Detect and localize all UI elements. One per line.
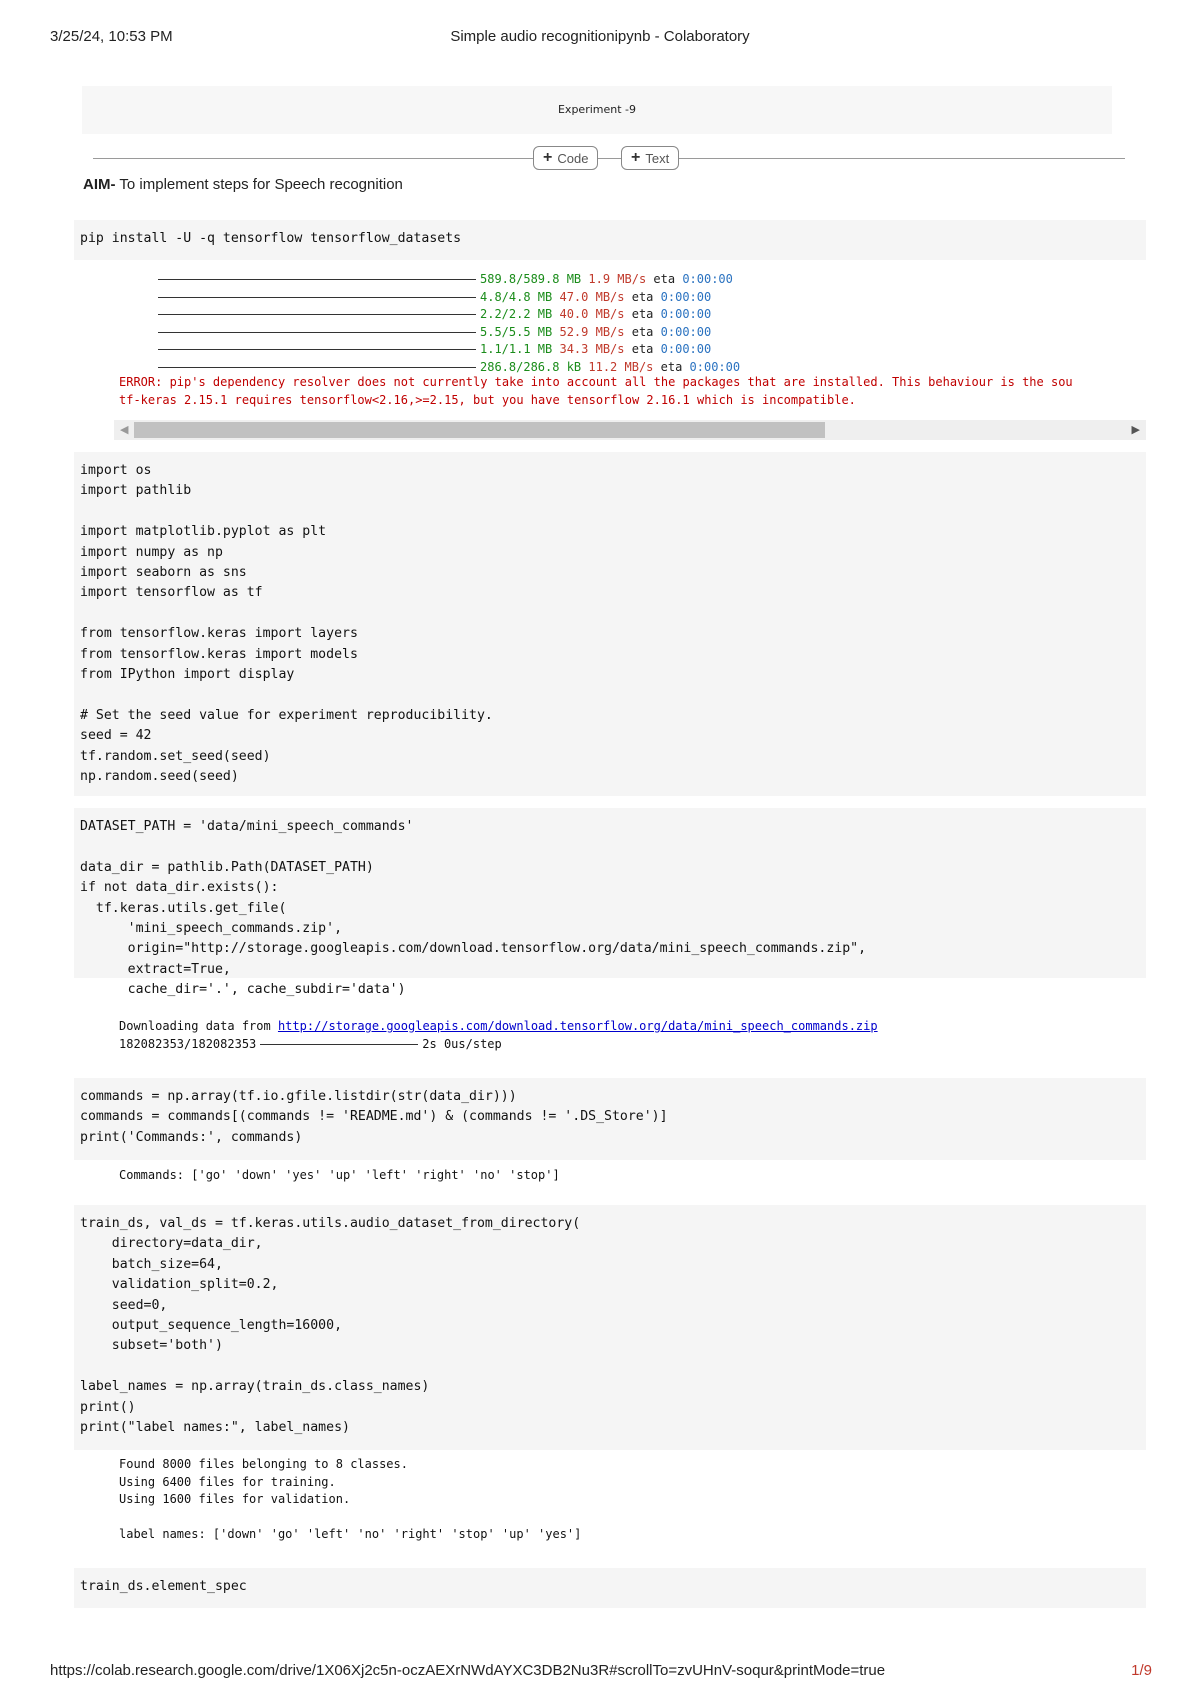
progress-eta: 0:00:00 xyxy=(682,272,733,286)
progress-size: 1.1/1.1 MB xyxy=(480,342,560,357)
code-editor[interactable]: DATASET_PATH = 'data/mini_speech_commands' data_dir = pathlib.Path(DATASET_PATH) if not data_dir.exists(): tf.keras.utils.get_file( 'mini_speech_commands.zip', origin="http://storage.googleapis.com/download.tensorflow.org/data/mini_speech_commands.zip", extract=True, cache_dir='.', cache_subdir='data') xyxy=(80,819,867,998)
pip-progress-line xyxy=(158,360,740,374)
progress-eta-label: eta xyxy=(631,289,661,304)
output-horizontal-scrollbar[interactable] xyxy=(114,420,1146,440)
progress-size: 4.8/4.8 MB xyxy=(480,289,560,304)
progress-speed: 1.9 MB/s xyxy=(588,272,654,286)
add-code-label: Code xyxy=(557,150,589,166)
add-cell-bar xyxy=(93,146,1125,172)
experiment-title: Experiment -9 xyxy=(557,103,637,116)
progress-eta: 0:00:00 xyxy=(660,342,712,357)
aim-text xyxy=(83,176,403,193)
scroll-left-icon[interactable]: ◀ xyxy=(120,424,129,436)
progress-bar xyxy=(158,279,476,280)
print-datetime: 3/25/24, 10:53 PM xyxy=(50,28,173,45)
progress-bar xyxy=(158,297,476,298)
progress-eta: 0:00:00 xyxy=(660,289,712,304)
print-title: Simple audio recognitionipynb - Colaboratory xyxy=(450,28,750,45)
progress-size: 5.5/5.5 MB xyxy=(480,324,560,339)
progress-speed: 52.9 MB/s xyxy=(559,324,632,339)
train-output: Found 8000 files belonging to 8 classes. Using 6400 files for training. Using 1600 files for validation. label names: ['down' 'go' 'left' 'no' 'right' 'stop' 'up' 'yes'] xyxy=(119,1457,582,1541)
progress-eta-label: eta xyxy=(631,342,661,357)
download-bytes: 182082353/182082353 xyxy=(119,1036,257,1051)
progress-bar xyxy=(158,367,476,368)
experiment-title-cell[interactable] xyxy=(82,86,1112,134)
code-editor[interactable]: import os import pathlib import matplotlib.pyplot as plt import numpy as np import seaborn as sns import tensorflow as tf from tensorflow.keras import layers from tensorflow.keras import models from IPython import display # Set the seed value for experiment reproducibility. seed = 42 tf.random.set_seed(seed) np.random.seed(seed) xyxy=(80,463,493,785)
code-cell-dataset[interactable] xyxy=(74,808,1146,998)
scroll-right-icon[interactable]: ▶ xyxy=(1131,424,1140,436)
code-cell-commands[interactable] xyxy=(74,1078,1146,1160)
progress-eta: 0:00:00 xyxy=(660,324,712,339)
progress-speed: 11.2 MB/s xyxy=(588,360,661,374)
download-output xyxy=(119,1018,878,1053)
code-editor[interactable]: train_ds, val_ds = tf.keras.utils.audio_dataset_from_directory( directory=data_dir, batch_size=64, validation_split=0.2, seed=0, output_sequence_length=16000, subset='both') label_names = np.array(train_ds.class_names) print() print("label names:", label_names) xyxy=(80,1216,581,1436)
pip-error-line-1: ERROR: pip's dependency resolver does not currently take into account all the packages that are installed. This behaviour is the sou xyxy=(119,375,1073,389)
progress-size: 589.8/589.8 MB xyxy=(480,272,589,286)
progress-bar xyxy=(158,314,476,315)
code-cell-train[interactable] xyxy=(74,1205,1146,1450)
code-cell-pip[interactable] xyxy=(74,220,1146,260)
download-prefix: Downloading data from xyxy=(119,1019,278,1033)
page-number: 1/9 xyxy=(1131,1662,1152,1679)
add-text-label: Text xyxy=(645,150,670,166)
code-editor[interactable]: train_ds.element_spec xyxy=(80,1579,247,1594)
download-link[interactable]: http://storage.googleapis.com/download.tensorflow.org/data/mini_speech_commands.zip xyxy=(277,1019,878,1033)
pip-progress-line xyxy=(158,307,711,321)
plus-icon: + xyxy=(631,149,641,166)
progress-eta-label: eta xyxy=(653,272,683,286)
progress-eta: 0:00:00 xyxy=(689,360,741,374)
pip-error-line-2: tf-keras 2.15.1 requires tensorflow<2.16,>=2.15, but you have tensorflow 2.16.1 which is incompatible. xyxy=(119,393,856,407)
progress-speed: 47.0 MB/s xyxy=(559,289,632,304)
code-cell-imports[interactable] xyxy=(74,452,1146,796)
progress-eta-label: eta xyxy=(631,324,661,339)
code-editor[interactable]: pip install -U -q tensorflow tensorflow_datasets xyxy=(80,231,462,246)
aim-description: To implement steps for Speech recognition xyxy=(115,176,403,193)
add-code-button[interactable] xyxy=(533,146,598,170)
code-editor[interactable]: commands = np.array(tf.io.gfile.listdir(str(data_dir))) commands = commands[(commands != 'README.md') & (commands != '.DS_Store')] print('Commands:', commands) xyxy=(80,1089,668,1145)
download-timing: 2s 0us/step xyxy=(422,1036,502,1051)
pip-progress-line xyxy=(158,325,711,339)
progress-eta-label: eta xyxy=(631,307,661,322)
aim-label: AIM- xyxy=(83,176,116,193)
progress-eta: 0:00:00 xyxy=(660,307,712,322)
progress-bar xyxy=(158,349,476,350)
code-cell-element-spec[interactable] xyxy=(74,1568,1146,1608)
progress-speed: 34.3 MB/s xyxy=(559,342,632,357)
progress-eta-label: eta xyxy=(660,360,690,374)
pip-progress-line xyxy=(158,272,733,286)
page-url: https://colab.research.google.com/drive/1X06Xj2c5n-oczAEXrNWdAYXC3DB2Nu3R#scrollTo=zvUHnV-soqur&printMode=true xyxy=(50,1662,886,1679)
pip-progress-line xyxy=(158,342,711,356)
commands-output: Commands: ['go' 'down' 'yes' 'up' 'left' 'right' 'no' 'stop'] xyxy=(119,1168,560,1182)
plus-icon: + xyxy=(543,149,553,166)
download-progress-bar xyxy=(260,1044,418,1045)
progress-size: 286.8/286.8 kB xyxy=(480,360,589,374)
progress-speed: 40.0 MB/s xyxy=(559,307,632,322)
progress-bar xyxy=(158,332,476,333)
progress-size: 2.2/2.2 MB xyxy=(480,307,560,322)
add-text-button[interactable] xyxy=(621,146,679,170)
pip-progress-line xyxy=(158,290,711,304)
divider xyxy=(93,158,1125,159)
scrollbar-thumb[interactable] xyxy=(134,422,825,438)
